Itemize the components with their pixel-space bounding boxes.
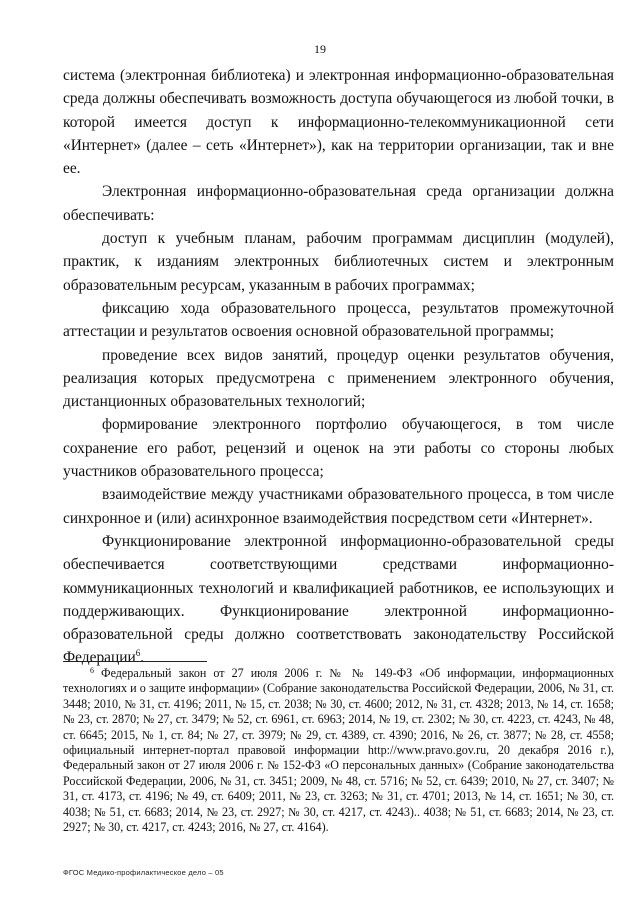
list-item-access: доступ к учебным планам, рабочим программам дисциплин (модулей), практик, к изданиям электронных библиотечных систем и электронным образовательным ресурсам, указанным в рабочих программах; xyxy=(63,230,614,294)
list-item-classes: проведение всех видов занятий, процедур оценки результатов обучения, реализация которых предусмотрена с применением электронного обучения, дистанционных образовательных технологий; xyxy=(63,346,614,411)
page-number: 19 xyxy=(314,42,326,56)
paragraph-functioning: Функционирование электронной информационно-образовательной среды обеспечивается соответствующими средствами информационно-коммуникационных технологий и квалификацией работников, ее использующих и поддерживающих. Функционирование электронной информационно-образовательной среды должно соответствовать законодательству Российской Федерации$^6$. xyxy=(63,532,614,667)
list-item-fixation: фиксацию хода образовательного процесса, результатов промежуточной аттестации и результатов освоения основной образовательной программы; xyxy=(63,299,614,341)
footnote xyxy=(63,666,614,835)
list-item-portfolio: формирование электронного портфолио обучающегося, в том числе сохранение его работ, рецензий и оценок на эти работы со стороны любых участников образовательного процесса; xyxy=(63,416,614,481)
paragraph-eios-intro: Электронная информационно-образовательная среда организации должна обеспечивать: xyxy=(63,183,614,224)
list-item-interaction: взаимодействие между участниками образовательного процесса, в том числе синхронное и (или) асинхронное взаимодействия посредством сети «Интернет». xyxy=(63,486,614,527)
paragraph-functioning-text: Функционирование электронной информационно-образовательной среды обеспечивается соответствующими средствами информационно-коммуникационных технологий и квалификацией работников, ее использующих и поддерживающих. Функционирование электронной информационно-образовательной среды должно соответствовать законодательству Российской Федерации xyxy=(63,532,614,667)
footnote-reference: 6 xyxy=(135,648,141,659)
footnote-text: Федеральный закон от 27 июля 2006 г. № № 149-ФЗ «Об информации, информационных технологиях и о защите информации» (Собрание законодательства Российской Федерации, 2006, № 31, ст. 3448; 2010, № 31, ст. 4196; 2011, № 15, ст. 2038; № 30, ст. 4600; 2012, № 31, ст. 4328; 2013, № 14, ст. 1658; № 23, ст. 2870; № 27, ст. 3479; № 52, ст. 6961, ст. 6963; 2014, № 19, ст. 2302; № 30, ст. 4223, ст. 4243, № 48, ст. 6645; 2015, № 1, ст. 84; № 27, ст. 3979; № 29, ст. 4389, ст. 4390; 2016, № 26, ст. 3877; № 28, ст. 4558; официальный интернет-портал правовой информации http://www.pravo.gov.ru, 20 декабря 2016 г.), Федеральный закон от 27 июля 2006 г. № 152-ФЗ «О персональных данных» (Собрание законодательства Российской Федерации, 2006, № 31, ст. 3451; 2009, № 48, ст. 5716; № 52, ст. 6439; 2010, № 27, ст. 3407; № 31, ст. 4173, ст. 4196; № 49, ст. 6409; 2011, № 23, ст. 3263; № 31, ст. 4701; 2013, № 14, ст. 1651; № 30, ст. 4038; № 51, ст. 6683; 2014, № 23, ст. 2927; № 30, ст. 4217, ст. 4243).. 4038; № 51, ст. 6683; 2014, № 23, ст. 2927; № 30, ст. 4217, ст. 4243; 2016, № 27, ст. 4164). xyxy=(63,666,614,835)
paragraph-continuation: система (электронная библиотека) и электронная информационно-образовательная среда должны обеспечивать возможность доступа обучающегося из любой точки, в которой имеется доступ к информационно-телекоммуникационной сети «Интернет» (далее – сеть «Интернет»), как на территории организации, так и вне ее. xyxy=(63,67,614,178)
footnote-marker: 6 xyxy=(90,666,94,675)
running-footer: ФГОС Медико-профилактическое дело – 05 xyxy=(63,868,224,877)
body-text xyxy=(63,64,614,670)
footnote-separator xyxy=(63,661,207,662)
